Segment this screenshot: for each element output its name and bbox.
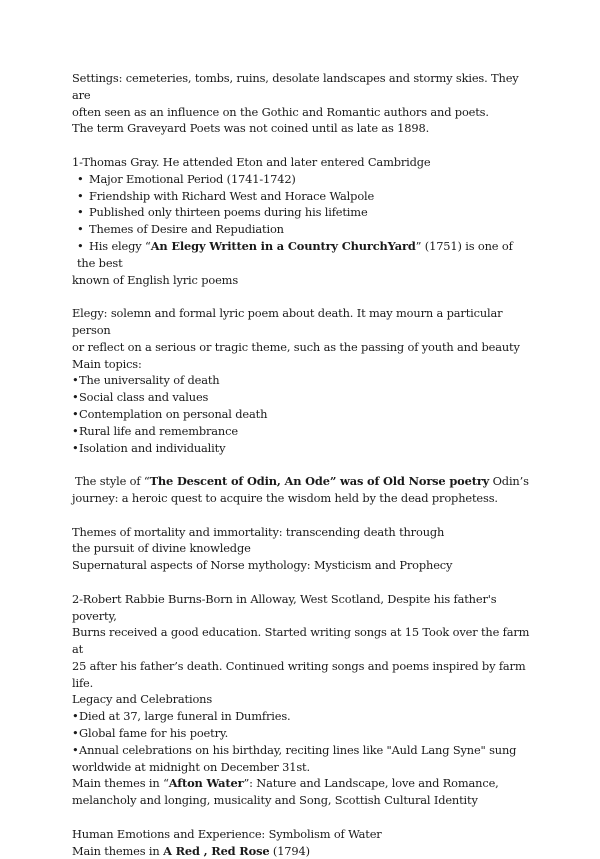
document-body <box>72 70 532 859</box>
afton-line-2: melancholy and longing, musicality and Song, Scottish Cultural Identity <box>72 793 478 808</box>
spacer <box>72 456 532 473</box>
afton-line-1: Main themes in “Afton Water”: Nature and Landscape, love and Romance, <box>72 776 499 791</box>
bullet-icon: • <box>72 742 79 757</box>
bullet-icon: • <box>72 440 79 455</box>
gray-bullet-2: • Friendship with Richard West and Horace Walpole <box>77 188 375 203</box>
themes-line-3: Supernatural aspects of Norse mythology: Mysticism and Prophecy <box>72 558 453 573</box>
gray-bullet-4: • Themes of Desire and Repudiation <box>77 222 284 237</box>
odin-line-1: The style of “The Descent of Odin, An Ode” was of Old Norse poetry Odin’s <box>75 474 529 489</box>
odin-title: The Descent of Odin, An Ode” was of Old Norse poetry <box>149 474 490 489</box>
legacy-item: •Died at 37, large funeral in Dumfries. <box>72 709 291 724</box>
elegy-title: An Elegy Written in a Country ChurchYard <box>150 238 416 253</box>
rose-line: Main themes in A Red , Red Rose (1794) <box>72 843 310 858</box>
spacer <box>72 574 532 591</box>
rose-title: A Red , Red Rose <box>163 843 270 858</box>
bullet-icon: • <box>77 171 84 186</box>
burns-line-1: 2-Robert Rabbie Burns-Born in Alloway, West Scotland, Despite his father's poverty, <box>72 591 497 623</box>
spacer <box>72 137 532 154</box>
topic-item: •The universality of death <box>72 373 220 388</box>
bullet-icon: • <box>77 205 84 220</box>
odin-line-2: journey: a heroic quest to acquire the wisdom held by the dead prophetess. <box>72 490 498 505</box>
legacy-item: •Global fame for his poetry. <box>72 726 229 741</box>
bullet-icon: • <box>72 373 79 388</box>
burns-line-4: life. <box>72 675 94 690</box>
bullet-icon: • <box>77 222 84 237</box>
elegy-def-line-2: or reflect on a serious or tragic theme, such as the passing of youth and beauty <box>72 339 520 354</box>
spacer <box>72 288 532 305</box>
spacer <box>72 507 532 524</box>
settings-line-2: often seen as an influence on the Gothic and Romantic authors and poets. <box>72 104 489 119</box>
topic-item: •Contemplation on personal death <box>72 406 268 421</box>
topic-item: •Social class and values <box>72 390 209 405</box>
themes-line-2: the pursuit of divine knowledge <box>72 541 251 556</box>
bullet-icon: • <box>72 726 79 741</box>
spacer <box>72 809 532 826</box>
gray-bullet-3: • Published only thirteen poems during his lifetime <box>77 205 368 220</box>
bullet-icon: • <box>72 709 79 724</box>
closing-line-1: Human Emotions and Experience: Symbolism of Water <box>72 826 382 841</box>
bullet-icon: • <box>72 390 79 405</box>
main-topics-label: Main topics: <box>72 356 142 371</box>
bullet-icon: • <box>77 188 84 203</box>
bullet-icon: • <box>72 406 79 421</box>
topic-item: •Isolation and individuality <box>72 440 226 455</box>
afton-title: Afton Water <box>168 776 244 791</box>
gray-bullet-1: • Major Emotional Period (1741-1742) <box>77 171 296 186</box>
burns-line-3: 25 after his father’s death. Continued writing songs and poems inspired by farm <box>72 658 526 673</box>
burns-line-2: Burns received a good education. Started writing songs at 15 Took over the farm at <box>72 625 530 657</box>
legacy-heading: Legacy and Celebrations <box>72 692 213 707</box>
gray-elegy-line-2: known of English lyric poems <box>72 272 239 287</box>
settings-line-1: Settings: cemeteries, tombs, ruins, desolate landscapes and stormy skies. They are <box>72 71 519 102</box>
bullet-icon: • <box>77 238 84 253</box>
topic-item: •Rural life and remembrance <box>72 423 238 438</box>
bullet-icon: • <box>72 423 79 438</box>
legacy-item-continued: worldwide at midnight on December 31st. <box>72 759 310 774</box>
gray-bullet-elegy: • His elegy “An Elegy Written in a Country ChurchYard” (1751) is one of the best <box>77 238 513 270</box>
elegy-def-line-1: Elegy: solemn and formal lyric poem about death. It may mourn a particular person <box>72 306 503 337</box>
legacy-item: •Annual celebrations on his birthday, reciting lines like "Auld Lang Syne" sung <box>72 742 517 757</box>
settings-line-3: The term Graveyard Poets was not coined until as late as 1898. <box>72 121 430 136</box>
themes-line-1: Themes of mortality and immortality: transcending death through <box>72 524 445 539</box>
gray-heading: 1-Thomas Gray. He attended Eton and later entered Cambridge <box>72 154 431 169</box>
